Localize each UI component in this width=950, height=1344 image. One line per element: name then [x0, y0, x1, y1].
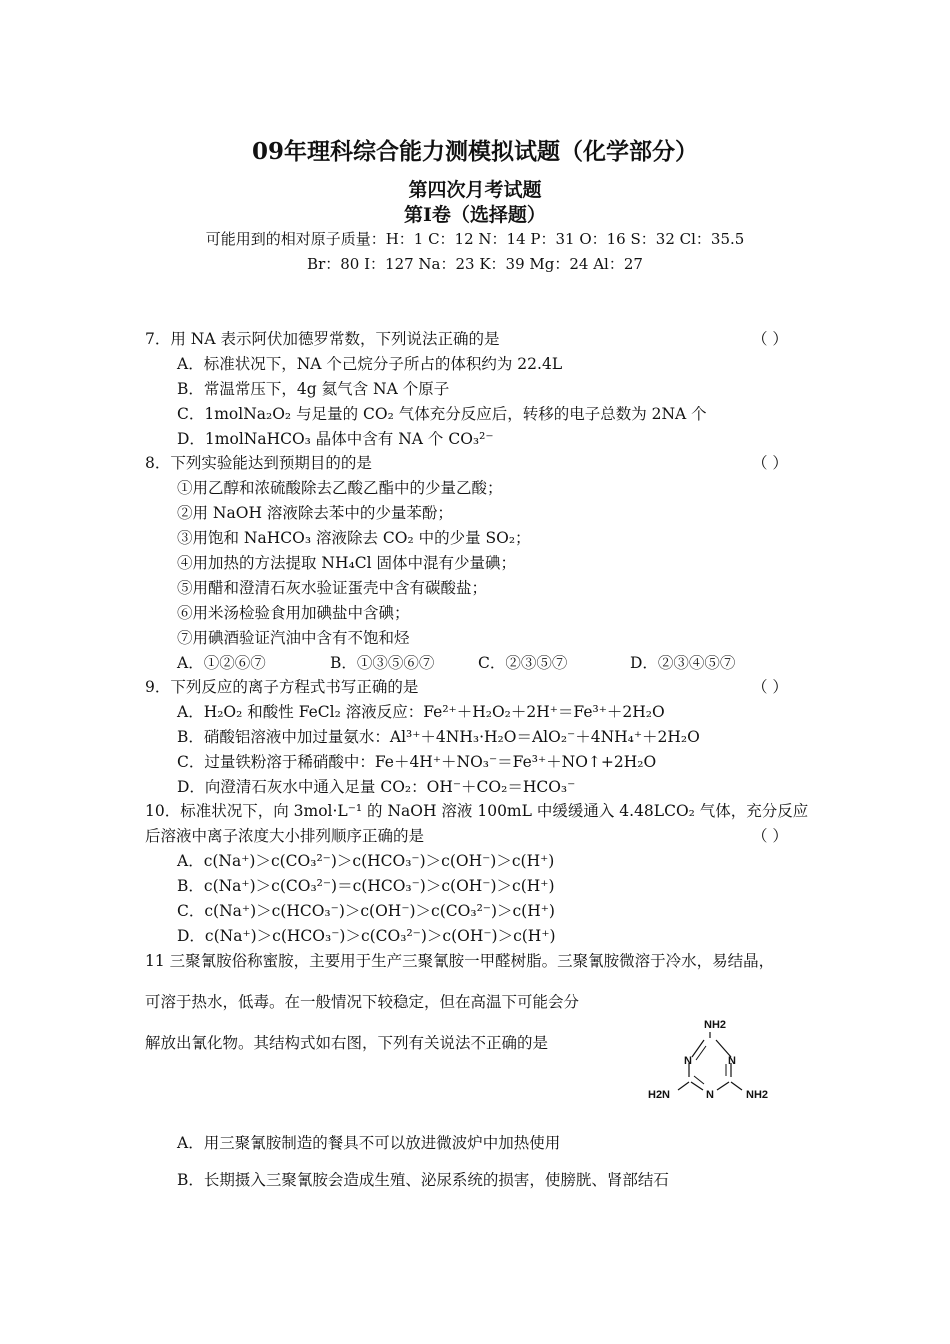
q8-option-b: B．①③⑤⑥⑦	[330, 654, 435, 672]
q10-stem-line-2: 后溶液中离子浓度大小排列顺序正确的是	[145, 827, 425, 845]
q10-option-d: D．c(Na⁺)＞c(HCO₃⁻)＞c(CO₃²⁻)＞c(OH⁻)＞c(H⁺)	[177, 927, 556, 945]
q11-stem-line-2: 可溶于热水，低毒。在一般情况下较稳定，但在高温下可能会分	[145, 993, 580, 1011]
ring-nitrogen-left: N	[684, 1055, 692, 1067]
q8-option-c: C．②③⑤⑦	[478, 654, 568, 672]
q9-option-b: B．硝酸铝溶液中加过量氨水：Al³⁺＋4NH₃·H₂O＝AlO₂⁻＋4NH₄⁺＋2H₂O	[177, 728, 700, 746]
q8-item-1: ①用乙醇和浓硫酸除去乙酸乙酯中的少量乙酸；	[177, 479, 503, 497]
q7-stem: 7．用 NA 表示阿伏加德罗常数，下列说法正确的是	[145, 330, 500, 348]
q7-option-d: D．1molNaHCO₃ 晶体中含有 NA 个 CO₃²⁻	[177, 430, 494, 448]
q7-option-c: C．1molNa₂O₂ 与足量的 CO₂ 气体充分反应后，转移的电子总数为 2NA 个	[177, 405, 707, 423]
q11-stem-line-3: 解放出氰化物。其结构式如右图，下列有关说法不正确的是	[145, 1034, 549, 1052]
q8-item-6: ⑥用米汤检验食用加碘盐中含碘；	[177, 604, 410, 622]
q10-stem-line-1: 10．标准状况下，向 3mol·L⁻¹ 的 NaOH 溶液 100mL 中缓缓通入 4.48LCO₂ 气体，充分反应	[145, 802, 809, 820]
q8-answer-paren: （ ）	[752, 454, 788, 472]
q11-stem-line-1: 11 三聚氰胺俗称蜜胺，主要用于生产三聚氰胺一甲醛树脂。三聚氰胺微溶于冷水，易结晶，	[145, 952, 775, 970]
q9-option-c: C．过量铁粉溶于稀硝酸中：Fe＋4H⁺＋NO₃⁻＝Fe³⁺＋NO↑+2H₂O	[177, 753, 657, 771]
q11-option-b: B．长期摄入三聚氰胺会造成生殖、泌尿系统的损害，使膀胱、肾部结石	[177, 1171, 669, 1189]
q9-option-d: D．向澄清石灰水中通入足量 CO₂：OH⁻＋CO₂＝HCO₃⁻	[177, 778, 576, 796]
q8-option-a: A．①②⑥⑦	[177, 654, 266, 672]
amino-group-right: NH2	[746, 1089, 769, 1101]
q7-option-b: B．常温常压下，4g 氦气含 NA 个原子	[177, 380, 450, 398]
ring-nitrogen-right: N	[728, 1055, 736, 1067]
q9-option-a: A．H₂O₂ 和酸性 FeCl₂ 溶液反应：Fe²⁺＋H₂O₂＋2H⁺＝Fe³⁺＋2H₂O	[177, 703, 665, 721]
q8-item-7: ⑦用碘酒验证汽油中含有不饱和烃	[177, 629, 410, 647]
q7-option-a: A．标准状况下，NA 个己烷分子所占的体积约为 22.4L	[177, 355, 563, 373]
q7-answer-paren: （ ）	[752, 330, 788, 348]
amino-group-top: NH2	[704, 1019, 727, 1031]
section-title: 第Ⅰ卷（选择题）	[404, 204, 546, 226]
q8-item-5: ⑤用醋和澄清石灰水验证蛋壳中含有碳酸盐；	[177, 579, 488, 597]
q10-option-b: B．c(Na⁺)＞c(CO₃²⁻)＝c(HCO₃⁻)＞c(OH⁻)＞c(H⁺)	[177, 877, 555, 895]
q9-answer-paren: （ ）	[752, 678, 788, 696]
atomic-masses-line-2: Br：80 I：127 Na：23 K：39 Mg：24 Al：27	[307, 255, 643, 273]
q8-stem: 8．下列实验能达到预期目的的是	[145, 454, 372, 472]
page-title: 09年理科综合能力测模拟试题（化学部分）	[251, 138, 698, 165]
q10-answer-paren: （ ）	[752, 827, 788, 845]
amino-group-left: H2N	[648, 1089, 671, 1101]
melamine-structure-diagram	[640, 1010, 790, 1110]
exam-subtitle: 第四次月考试题	[408, 179, 542, 201]
q8-item-3: ③用饱和 NaHCO₃ 溶液除去 CO₂ 中的少量 SO₂；	[177, 529, 531, 547]
atomic-masses-line-1: 可能用到的相对原子质量：H：1 C：12 N：14 P：31 O：16 S：32 Cl：35.5	[205, 230, 745, 248]
q9-stem: 9．下列反应的离子方程式书写正确的是	[145, 678, 419, 696]
q8-item-4: ④用加热的方法提取 NH₄Cl 固体中混有少量碘；	[177, 554, 516, 572]
q10-option-a: A．c(Na⁺)＞c(CO₃²⁻)＞c(HCO₃⁻)＞c(OH⁻)＞c(H⁺)	[177, 852, 555, 870]
q10-option-c: C．c(Na⁺)＞c(HCO₃⁻)＞c(OH⁻)＞c(CO₃²⁻)＞c(H⁺)	[177, 902, 555, 920]
q8-item-2: ②用 NaOH 溶液除去苯中的少量苯酚；	[177, 504, 453, 522]
q11-option-a: A．用三聚氰胺制造的餐具不可以放进微波炉中加热使用	[177, 1134, 561, 1152]
q8-option-d: D．②③④⑤⑦	[630, 654, 736, 672]
ring-nitrogen-bottom: N	[706, 1089, 714, 1101]
